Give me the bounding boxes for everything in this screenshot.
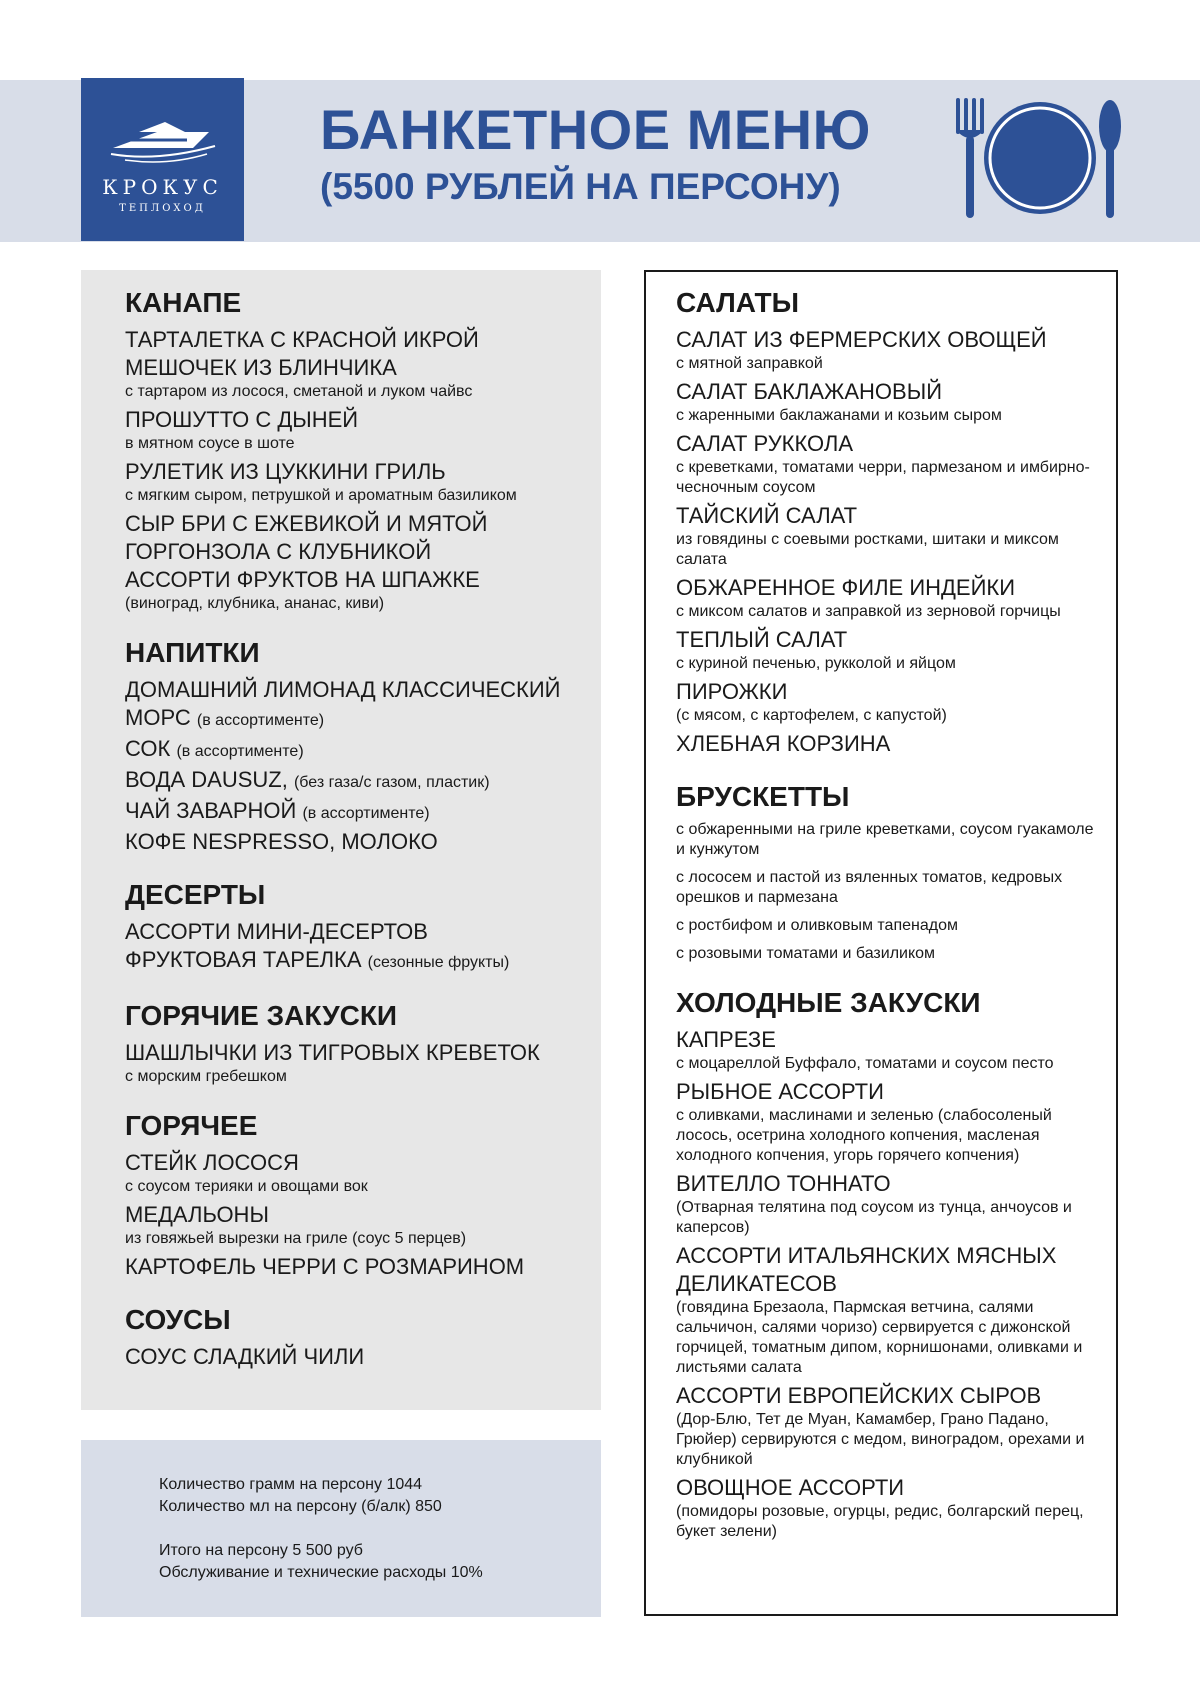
section-title: НАПИТКИ — [125, 637, 260, 668]
menu-item-name: ТАРТАЛЕТКА С КРАСНОЙ ИКРОЙ — [125, 327, 479, 352]
menu-item-name: САЛАТ ИЗ ФЕРМЕРСКИХ ОВОЩЕЙ — [676, 327, 1047, 352]
section-title: ДЕСЕРТЫ — [125, 879, 266, 910]
menu-item-description: с соусом терияки и овощами вок — [125, 1178, 368, 1195]
menu-item-description: с креветками, томатами черри, пармезаном и имбирно-чесночным соусом — [676, 459, 1090, 496]
menu-section — [125, 999, 595, 1087]
menu-item-description: с тартаром из лосося, сметаной и луком чайвс — [125, 383, 473, 400]
info-box — [81, 1440, 601, 1617]
menu-item-name: ОБЖАРЕННОЕ ФИЛЕ ИНДЕЙКИ — [676, 575, 1016, 600]
section-title: САЛАТЫ — [676, 287, 800, 318]
menu-item — [125, 797, 595, 828]
menu-item — [125, 946, 595, 977]
title-line-1: БАНКЕТНОЕ МЕНЮ — [320, 98, 871, 161]
menu-section — [125, 286, 595, 614]
menu-item-name: САЛАТ БАКЛАЖАНОВЫЙ — [676, 379, 943, 404]
menu-item — [676, 502, 1101, 530]
menu-item-name: ГОРГОНЗОЛА С КЛУБНИКОЙ — [125, 539, 432, 564]
menu-item-description: с ростбифом и оливковым тапенадом — [676, 917, 958, 934]
menu-item-description: (говядина Брезаола, Пармская ветчина, салями сальчичон, салями чоризо) сервируется с дижонской горчицей, томатным дипом, корнишонами, оливками и листьями салата — [676, 1299, 1083, 1376]
menu-item — [125, 510, 595, 538]
menu-item-name: ВОДА DAUSUZ, — [125, 767, 288, 792]
menu-item-description: с куриной печенью, рукколой и яйцом — [676, 655, 956, 672]
menu-section — [676, 286, 1101, 758]
menu-item — [676, 326, 1101, 354]
logo — [81, 78, 244, 241]
right-menu-content — [676, 286, 1101, 1564]
menu-section — [125, 878, 595, 977]
menu-item — [125, 406, 595, 434]
menu-item-name: РУЛЕТИК ИЗ ЦУККИНИ ГРИЛЬ — [125, 459, 446, 484]
menu-item — [125, 1343, 595, 1371]
menu-item-name: КАПРЕЗЕ — [676, 1027, 776, 1052]
menu-item-description: (виноград, клубника, ананас, киви) — [125, 595, 385, 612]
menu-item-description: (Отварная телятина под соусом из тунца, анчоусов и каперсов) — [676, 1199, 1072, 1236]
title-line-2: (5500 РУБЛЕЙ НА ПЕРСОНУ) — [320, 166, 841, 207]
menu-item — [676, 1170, 1101, 1198]
info-grams: Количество грамм на персону 1044 — [159, 1476, 423, 1493]
menu-item-name: МОРС — [125, 705, 191, 730]
menu-item — [676, 1078, 1101, 1106]
menu-item-description: из говядины с соевыми ростками, шитаки и миксом салата — [676, 531, 1059, 568]
info-total: Итого на персону 5 500 руб — [159, 1542, 363, 1559]
menu-item — [125, 1201, 595, 1229]
menu-item — [676, 1474, 1101, 1502]
menu-item — [125, 828, 595, 856]
menu-item-name: ФРУКТОВАЯ ТАРЕЛКА — [125, 947, 362, 972]
menu-item — [676, 1026, 1101, 1054]
menu-item-name: ХЛЕБНАЯ КОРЗИНА — [676, 731, 891, 756]
menu-item-name: ШАШЛЫЧКИ ИЗ ТИГРОВЫХ КРЕВЕТОК — [125, 1040, 540, 1065]
menu-item-name: АССОРТИ ФРУКТОВ НА ШПАЖКЕ — [125, 567, 480, 592]
menu-item — [676, 378, 1101, 406]
menu-item-note: (в ассортименте) — [176, 743, 304, 760]
menu-item — [676, 730, 1101, 758]
menu-item-name: ВИТЕЛЛО ТОННАТО — [676, 1171, 891, 1196]
left-menu-content — [125, 286, 595, 1393]
section-title: ГОРЯЧЕЕ — [125, 1110, 258, 1141]
menu-item-description: (с мясом, с картофелем, с капустой) — [676, 707, 947, 724]
menu-item-name: СОК — [125, 736, 171, 761]
menu-item — [676, 430, 1101, 458]
menu-item-name: АССОРТИ ЕВРОПЕЙСКИХ СЫРОВ — [676, 1383, 1042, 1408]
menu-item-note: (в ассортименте) — [196, 712, 325, 729]
menu-section — [125, 1303, 595, 1371]
menu-item-note: (сезонные фрукты) — [367, 954, 510, 971]
menu-item — [676, 1242, 1101, 1298]
menu-item — [125, 1039, 595, 1067]
menu-item — [676, 574, 1101, 602]
menu-item — [676, 1382, 1101, 1410]
menu-item — [125, 458, 595, 486]
menu-item-note: (в ассортименте) — [302, 805, 430, 822]
menu-item-description: (Дор-Блю, Тет де Муан, Камамбер, Грано Падано, Грюйер) сервируются с медом, виноградом, орехами и клубникой — [676, 1411, 1085, 1468]
menu-item-description: с миксом салатов и заправкой из зерновой горчицы — [676, 603, 1061, 620]
menu-item-note: (без газа/с газом, пластик) — [293, 774, 490, 791]
menu-item-name: АССОРТИ ИТАЛЬЯНСКИХ МЯСНЫХ ДЕЛИКАТЕСОВ — [676, 1243, 1057, 1296]
menu-item-name: КОФЕ NESPRESSO, МОЛОКО — [125, 829, 438, 854]
menu-item-name: МЕШОЧЕК ИЗ БЛИНЧИКА — [125, 355, 397, 380]
menu-item-description: из говяжьей вырезки на гриле (соус 5 перцев) — [125, 1230, 467, 1247]
menu-item-description: (помидоры розовые, огурцы, редис, болгарский перец, букет зелени) — [676, 1503, 1084, 1540]
info-text — [159, 1474, 483, 1584]
menu-item-description: с розовыми томатами и базиликом — [676, 945, 936, 962]
menu-item-name: СОУС СЛАДКИЙ ЧИЛИ — [125, 1344, 365, 1369]
menu-item-name: САЛАТ РУККОЛА — [676, 431, 854, 456]
menu-item-name: ДОМАШНИЙ ЛИМОНАД КЛАССИЧЕСКИЙ — [125, 677, 561, 702]
menu-item — [125, 766, 595, 797]
menu-item-name: КАРТОФЕЛЬ ЧЕРРИ С РОЗМАРИНОМ — [125, 1254, 525, 1279]
menu-item-name: ЧАЙ ЗАВАРНОЙ — [125, 798, 297, 823]
menu-item-description: с морским гребешком — [125, 1068, 287, 1085]
menu-item-name: ПИРОЖКИ — [676, 679, 788, 704]
menu-item-description: с жаренными баклажанами и козьим сыром — [676, 407, 1002, 424]
menu-item-name: ТЕПЛЫЙ САЛАТ — [676, 627, 848, 652]
menu-item-name: СЫР БРИ С ЕЖЕВИКОЙ И МЯТОЙ — [125, 511, 488, 536]
menu-item-description: в мятном соусе в шоте — [125, 435, 295, 452]
menu-item-description: с мягким сыром, петрушкой и ароматным базиликом — [125, 487, 517, 504]
menu-item — [125, 566, 595, 594]
section-title: КАНАПЕ — [125, 287, 242, 318]
menu-item — [125, 1149, 595, 1177]
menu-item-description: с лососем и пастой из вяленных томатов, кедровых орешков и пармезана — [676, 869, 1063, 906]
yacht-icon — [97, 118, 228, 166]
menu-item — [125, 676, 595, 704]
section-title: СОУСЫ — [125, 1304, 231, 1335]
menu-item-name: РЫБНОЕ АССОРТИ — [676, 1079, 884, 1104]
menu-item — [676, 678, 1101, 706]
menu-item-name: АССОРТИ МИНИ-ДЕСЕРТОВ — [125, 919, 428, 944]
info-service: Обслуживание и технические расходы 10% — [159, 1564, 483, 1581]
menu-section — [125, 1109, 595, 1281]
logo-subtitle: ТЕПЛОХОД — [119, 203, 206, 214]
menu-section — [676, 986, 1101, 1542]
menu-item-description: с оливками, маслинами и зеленью (слабосоленый лосось, осетрина холодного копчения, масленая холодного копчения, угорь горячего копчения) — [676, 1107, 1052, 1164]
menu-item-name: ОВОЩНОЕ АССОРТИ — [676, 1475, 905, 1500]
menu-item — [676, 626, 1101, 654]
menu-item — [125, 538, 595, 566]
menu-item-name: МЕДАЛЬОНЫ — [125, 1202, 269, 1227]
menu-item — [125, 918, 595, 946]
logo-brand: КРОКУС — [102, 175, 223, 199]
section-title: БРУСКЕТТЫ — [676, 781, 850, 812]
section-title: ХОЛОДНЫЕ ЗАКУСКИ — [676, 987, 981, 1018]
menu-item — [125, 704, 595, 735]
menu-item-description: с моцареллой Буффало, томатами и соусом песто — [676, 1055, 1054, 1072]
menu-item — [125, 735, 595, 766]
menu-section — [676, 780, 1101, 964]
menu-item-name: СТЕЙК ЛОСОСЯ — [125, 1150, 299, 1175]
info-ml: Количество мл на персону (б/алк) 850 — [159, 1498, 442, 1515]
cutlery-icon — [950, 96, 1130, 225]
menu-item-description: с мятной заправкой — [676, 355, 823, 372]
menu-item-description: с обжаренными на гриле креветками, соусом гуакамоле и кунжутом — [676, 821, 1094, 858]
menu-item — [125, 326, 595, 354]
menu-item-name: ПРОШУТТО С ДЫНЕЙ — [125, 407, 359, 432]
menu-item — [125, 1253, 595, 1281]
section-title: ГОРЯЧИЕ ЗАКУСКИ — [125, 1000, 398, 1031]
menu-item-name: ТАЙСКИЙ САЛАТ — [676, 503, 858, 528]
menu-section — [125, 636, 595, 856]
menu-item — [125, 354, 595, 382]
page-title — [320, 98, 900, 212]
